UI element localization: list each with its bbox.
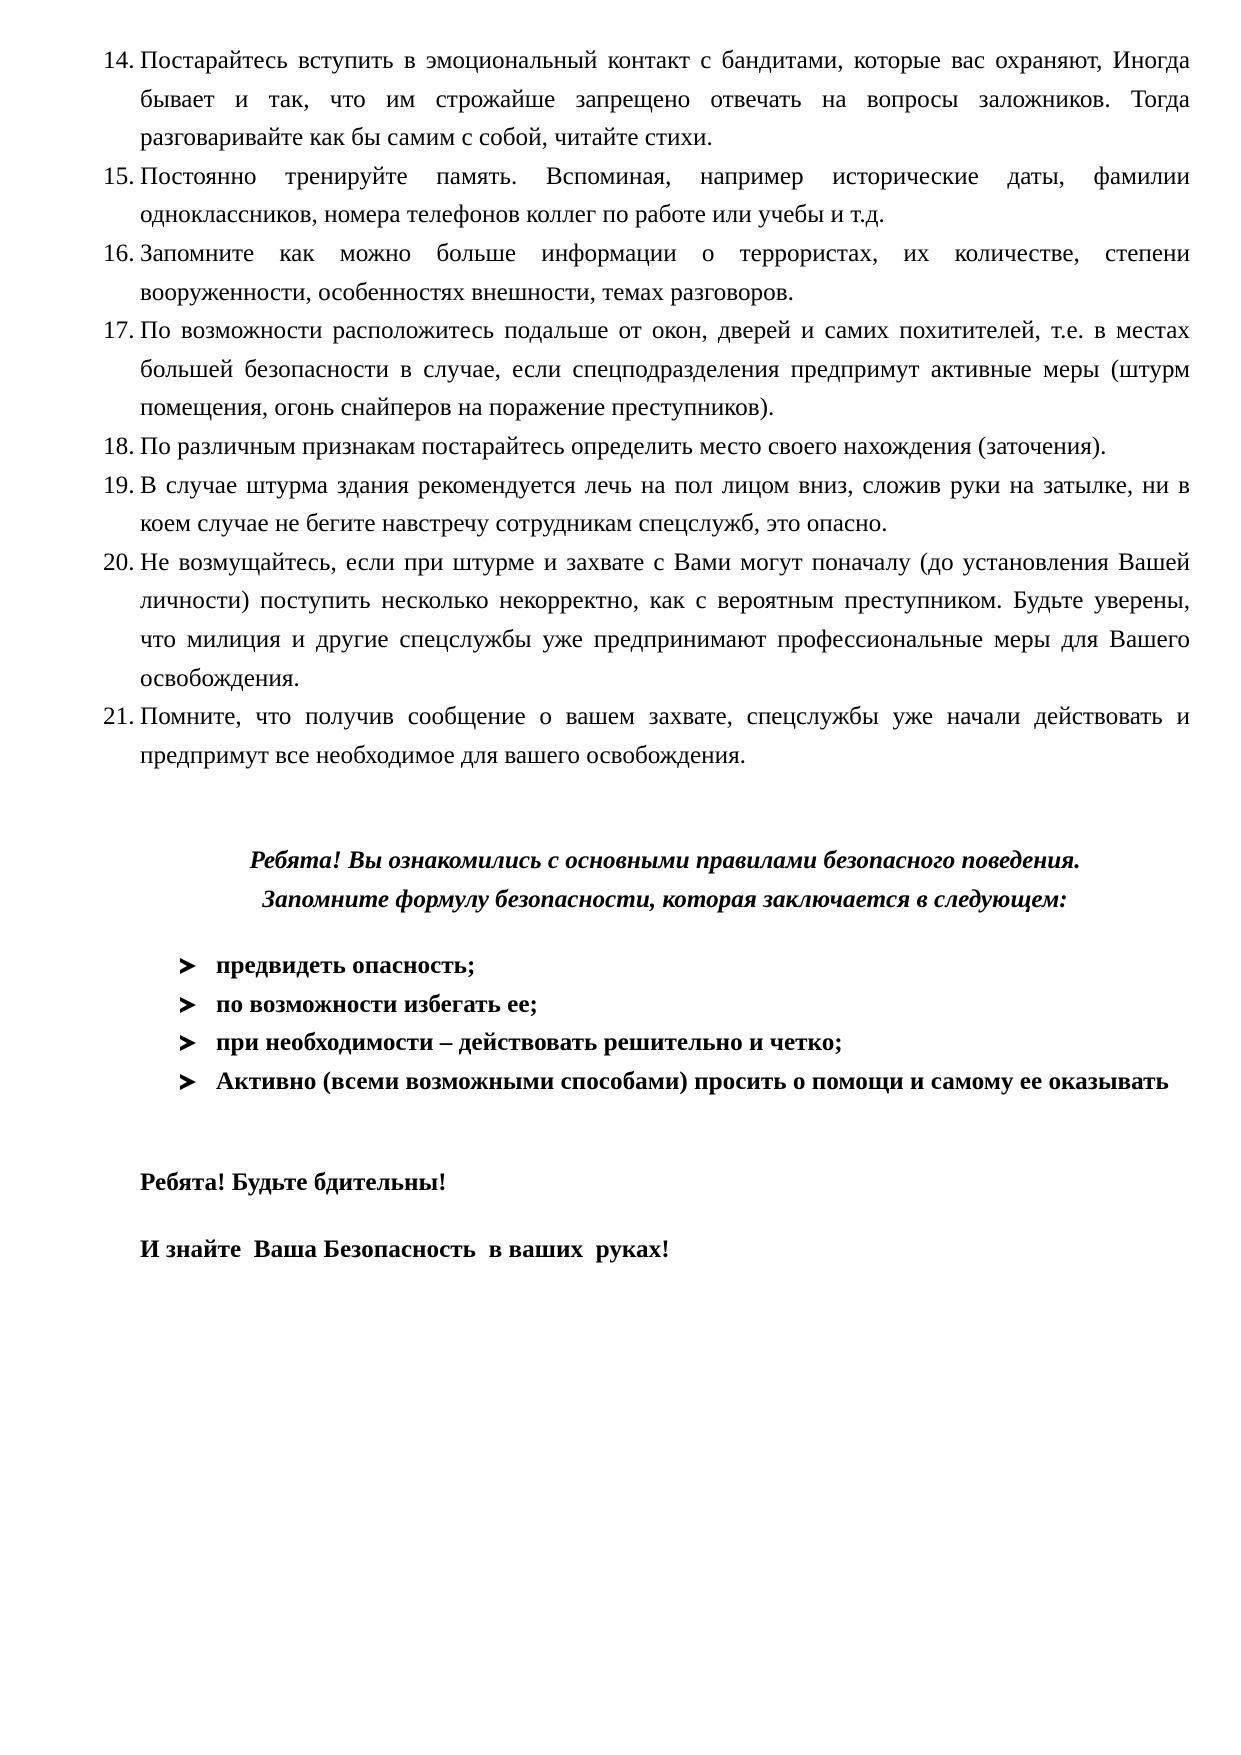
closing-line-2: Запомните формулу безопасности, которая заключается в следующем: bbox=[262, 885, 1068, 913]
list-item bbox=[103, 467, 1190, 544]
item-number: 16. bbox=[103, 239, 135, 267]
formula-item bbox=[180, 986, 1190, 1025]
formula-text: при необходимости – действовать решительно и четко; bbox=[216, 1029, 843, 1057]
list-item bbox=[103, 544, 1190, 698]
formula-text: предвидеть опасность; bbox=[216, 952, 476, 979]
list-item bbox=[103, 428, 1190, 467]
arrow-bullet-icon bbox=[180, 1074, 196, 1090]
list-item bbox=[103, 698, 1190, 775]
safety-formula-list bbox=[180, 947, 1190, 1101]
item-text: Не возмущайтесь, если при штурме и захвате с Вами могут поначалу (до установления Вашей личности) поступить несколько некорректно, как с вероятным преступником. Будьте уверены, что милиция и другие спецслужбы уже предпринимают профессиональные меры для Вашего освобождения. bbox=[140, 548, 1190, 692]
arrow-bullet-icon bbox=[180, 958, 196, 974]
closing-heading bbox=[140, 842, 1190, 919]
arrow-bullet-icon bbox=[180, 1035, 196, 1051]
item-text: Помните, что получив сообщение о вашем захвате, спецслужбы уже начали действовать и предпримут все необходимое для вашего освобождения. bbox=[140, 703, 1190, 769]
item-number: 19. bbox=[103, 471, 135, 499]
item-number: 14. bbox=[103, 47, 135, 74]
formula-item bbox=[180, 1063, 1190, 1102]
formula-item bbox=[180, 947, 1190, 986]
item-text: Постоянно тренируйте память. Вспоминая, например исторические даты, фамилии одноклассников, номера телефонов коллег по работе или учебы и т.д. bbox=[140, 162, 1190, 229]
formula-text: по возможности избегать ее; bbox=[216, 990, 538, 1018]
item-text: По возможности расположитесь подальше от окон, дверей и самих похитителей, т.е. в местах большей безопасности в случае, если спецподразделения предпримут активные меры (штурм помещения, огонь снайперов на поражение преступников). bbox=[140, 317, 1190, 422]
item-number: 17. bbox=[103, 317, 135, 345]
item-text: Постарайтесь вступить в эмоциональный контакт с бандитами, которые вас охраняют, Иногда бывает и так, что им строжайше запрещено отвечать на вопросы заложников. Тогда разговаривайте как бы самим с собой, читайте стихи. bbox=[140, 47, 1190, 152]
closing-line-1: Ребята! Вы ознакомились с основными правилами безопасного поведения. bbox=[249, 847, 1081, 874]
item-number: 20. bbox=[103, 548, 135, 576]
item-number: 18. bbox=[103, 432, 135, 460]
list-item bbox=[103, 158, 1190, 235]
list-item bbox=[103, 235, 1190, 312]
list-item bbox=[103, 42, 1190, 158]
item-text: Запомните как можно больше информации о террористах, их количестве, степени вооруженности, особенностях внешности, темах разговоров. bbox=[140, 239, 1190, 306]
item-text: По различным признакам постарайтесь определить место своего нахождения (заточения). bbox=[140, 432, 1107, 460]
list-item bbox=[103, 312, 1190, 428]
item-number: 21. bbox=[103, 703, 135, 731]
instructions-list bbox=[103, 42, 1190, 775]
arrow-bullet-icon bbox=[180, 997, 196, 1013]
formula-item bbox=[180, 1024, 1190, 1063]
be-vigilant-text: Ребята! Будьте бдительны! bbox=[140, 1169, 447, 1196]
item-text: В случае штурма здания рекомендуется лечь на пол лицом вниз, сложив руки на затылке, ни в коем случае не бегите навстречу сотрудникам спецслужб, это опасно. bbox=[140, 471, 1190, 538]
item-number: 15. bbox=[103, 162, 135, 190]
safety-in-hands-text: И знайте Ваша Безопасность в ваших руках! bbox=[140, 1236, 670, 1263]
formula-text: Активно (всеми возможными способами) просить о помощи и самому ее оказывать bbox=[216, 1067, 1169, 1095]
